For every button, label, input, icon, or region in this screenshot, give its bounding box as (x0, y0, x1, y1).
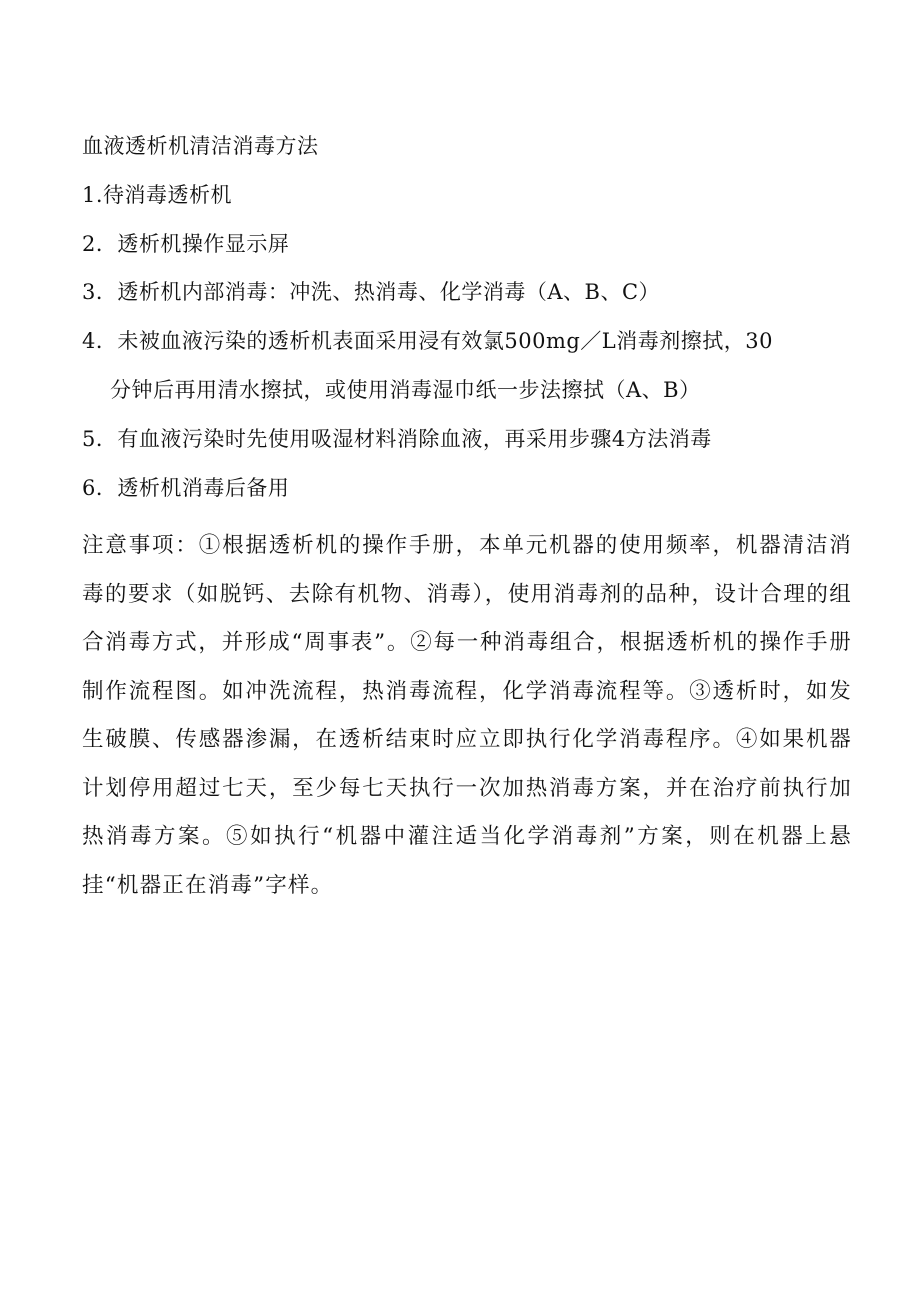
step-6: 6．透析机消毒后备用 (82, 476, 290, 500)
step-2: 2．透析机操作显示屏 (82, 232, 290, 256)
step-3: 3．透析机内部消毒：冲洗、热消毒、化学消毒（A、B、C） (82, 280, 661, 304)
step-4-continued: 分钟后再用清水擦拭，或使用消毒湿巾纸一步法擦拭（A、B） (110, 378, 701, 402)
step-4: 4．未被血液污染的透析机表面采用浸有效氯500mg／L消毒剂擦拭，30 (82, 329, 773, 353)
document-title: 血液透析机清洁消毒方法 (82, 134, 319, 158)
step-5: 5．有血液污染时先使用吸湿材料消除血液，再采用步骤4方法消毒 (82, 427, 712, 451)
precautions-paragraph: 注意事项：①根据透析机的操作手册，本单元机器的使用频率，机器清洁消毒的要求（如脱钙、去除有机物、消毒），使用消毒剂的品种，设计合理的组合消毒方式，并形成“周事表”。②每一种消毒组合，根据透析机的操作手册制作流程图。如冲洗流程，热消毒流程，化学消毒流程等。③透析时，如发生破膜、传感器渗漏，在透析结束时应立即执行化学消毒程序。④如果机器计划停用超过七天，至少每七天执行一次加热消毒方案，并在治疗前执行加热消毒方案。⑤如执行“机器中灌注适当化学消毒剂”方案，则在机器上悬挂“机器正在消毒”字样。 (82, 533, 852, 898)
step-1: 1.待消毒透析机 (82, 183, 233, 207)
